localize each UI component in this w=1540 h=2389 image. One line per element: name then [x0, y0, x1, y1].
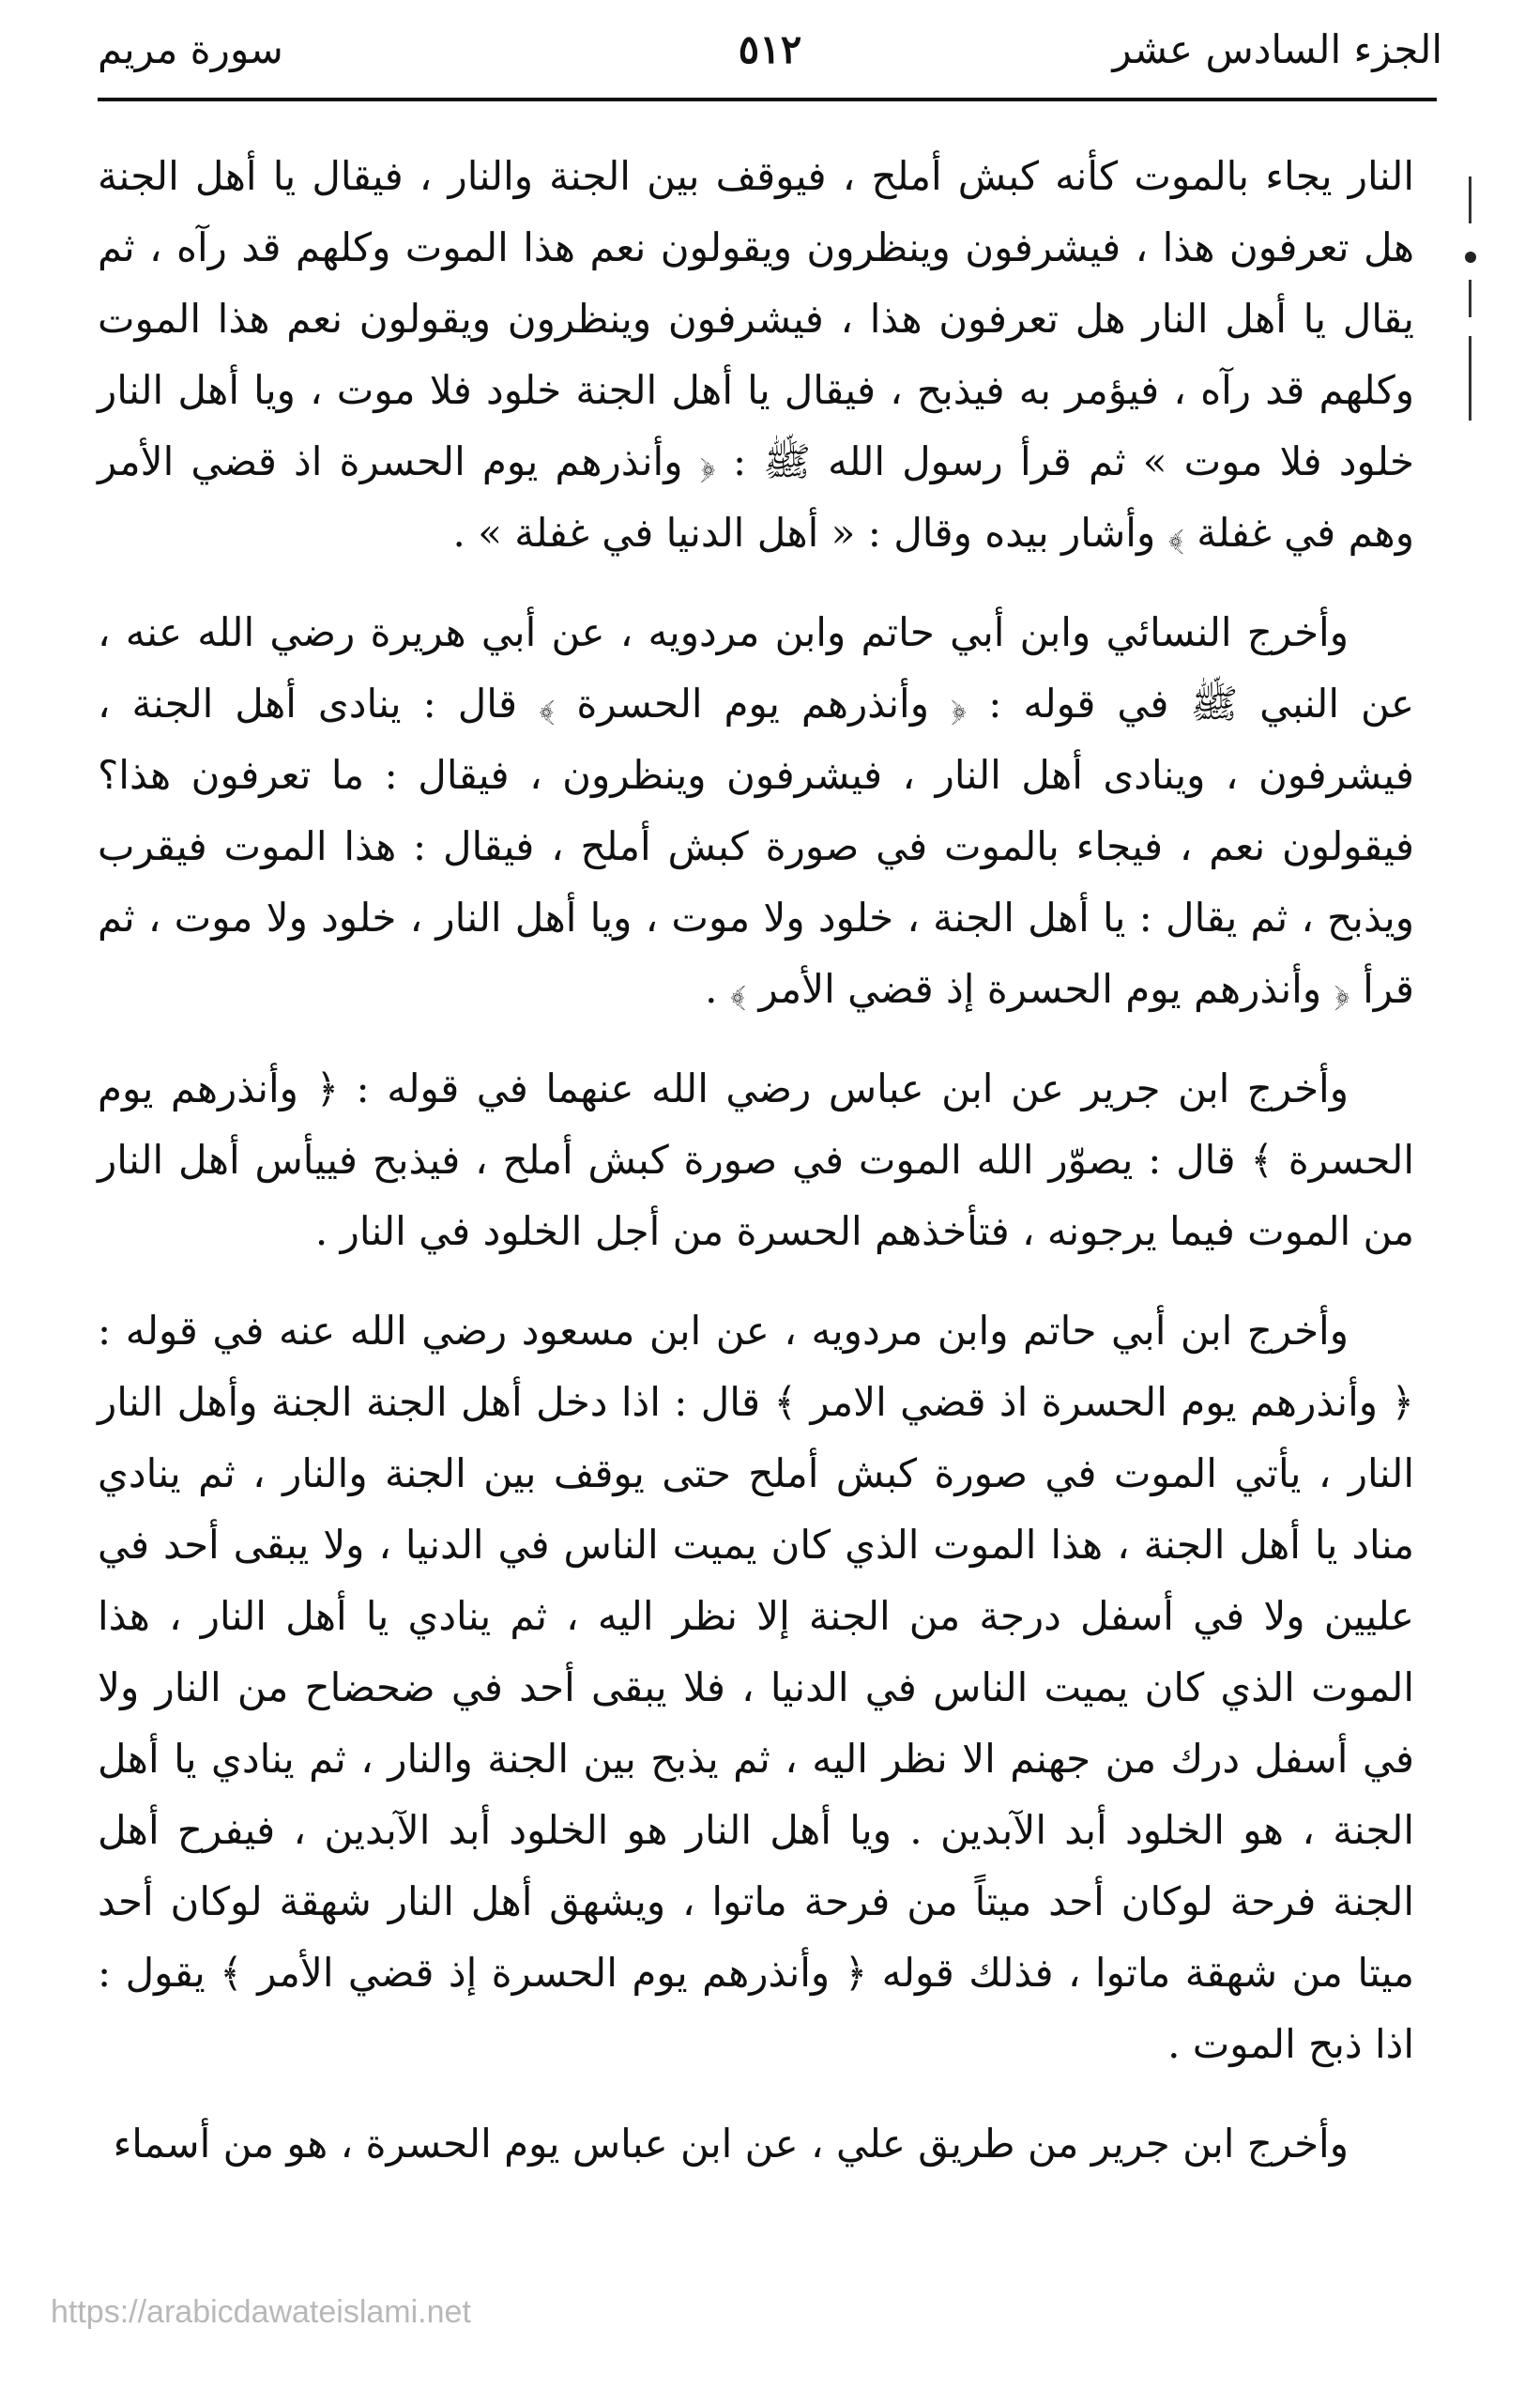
paragraph-5: وأخرج ابن جرير من طريق علي ، عن ابن عباس يوم الحسرة ، هو من أسماء	[113, 2121, 1349, 2167]
paragraph-4: وأخرج ابن أبي حاتم وابن مردويه ، عن ابن مسعود رضي الله عنه في قوله : ﴿ وأنذرهم يوم الحسرة اذ قضي الامر ﴾ قال : اذا دخل أهل الجنة الجنة وأهل النار النار ، يأتي الموت في صورة كبش أملح حتى يوقف بين الجنة والنار ، ثم ينادي مناد يا أهل الجنة ، هذا الموت الذي كان يميت الناس في الدنيا ، ولا يبقى أحد في عليين ولا في أسفل درجة من الجنة إلا نظر اليه ، ثم ينادي يا أهل النار ، هذا الموت الذي كان يميت الناس في الدنيا ، فلا يبقى أحد في ضحضاح من النار ولا في أسفل درك من جهنم الا نظر اليه ، ثم يذبح بين الجنة والنار ، ثم ينادي يا أهل الجنة ، هو الخلود أبد الآبدين . ويا أهل النار هو الخلود أبد الآبدين ، فيفرح أهل الجنة فرحة لوكان أحد ميتاً من فرحة ماتوا ، ويشهق أهل النار شهقة لوكان أحد ميتا من شهقة ماتوا ، فذلك قوله ﴿ وأنذرهم يوم الحسرة إذ قضي الأمر ﴾ يقول : اذا ذبح الموت .	[98, 1308, 1414, 2067]
header-rule	[98, 98, 1437, 101]
margin-mark	[1463, 176, 1478, 458]
page-number: ٥١٢	[738, 26, 802, 72]
surah-title: سورة مريم	[98, 26, 283, 72]
paragraph-2: وأخرج النسائي وابن أبي حاتم وابن مردويه ، عن أبي هريرة رضي الله عنه ، عن النبي ﷺ في قوله : ﴿ وأنذرهم يوم الحسرة ﴾ قال : ينادى أهل الجنة ، فيشرفون ، وينادى أهل النار ، فيشرفون وينظرون ، فيقال : ما تعرفون هذا؟ فيقولون نعم ، فيجاء بالموت في صورة كبش أملح ، فيقال : هذا الموت فيقرب ويذبح ، ثم يقال : يا أهل الجنة ، خلود ولا موت ، ويا أهل النار ، خلود ولا موت ، ثم قرأ ﴿ وأنذرهم يوم الحسرة إذ قضي الأمر ﴾ .	[98, 609, 1414, 1012]
paragraph-3: وأخرج ابن جرير عن ابن عباس رضي الله عنهما في قوله : ﴿ وأنذرهم يوم الحسرة ﴾ قال : يصوّر الله الموت في صورة كبش أملح ، فيذبح فييأس أهل النار من الموت فيما يرجونه ، فتأخذهم الحسرة من أجل الخلود في النار .	[98, 1065, 1414, 1254]
page-body	[98, 141, 1414, 2208]
page-header	[98, 26, 1442, 92]
part-title: الجزء السادس عشر	[1112, 26, 1442, 72]
watermark-url: https://arabicdawateislami.net	[51, 2294, 471, 2330]
paragraph-1: النار يجاء بالموت كأنه كبش أملح ، فيوقف بين الجنة والنار ، فيقال يا أهل الجنة هل تعرفون هذا ، فيشرفون وينظرون ويقولون نعم هذا الموت وكلهم قد رآه ، ثم يقال يا أهل النار هل تعرفون هذا ، فيشرفون وينظرون ويقولون نعم هذا الموت وكلهم قد رآه ، فيؤمر به فيذبح ، فيقال يا أهل الجنة خلود فلا موت ، ويا أهل النار خلود فلا موت » ثم قرأ رسول الله ﷺ : ﴿ وأنذرهم يوم الحسرة اذ قضي الأمر وهم في غفلة ﴾ وأشار بيده وقال : « أهل الدنيا في غفلة » .	[98, 153, 1414, 556]
